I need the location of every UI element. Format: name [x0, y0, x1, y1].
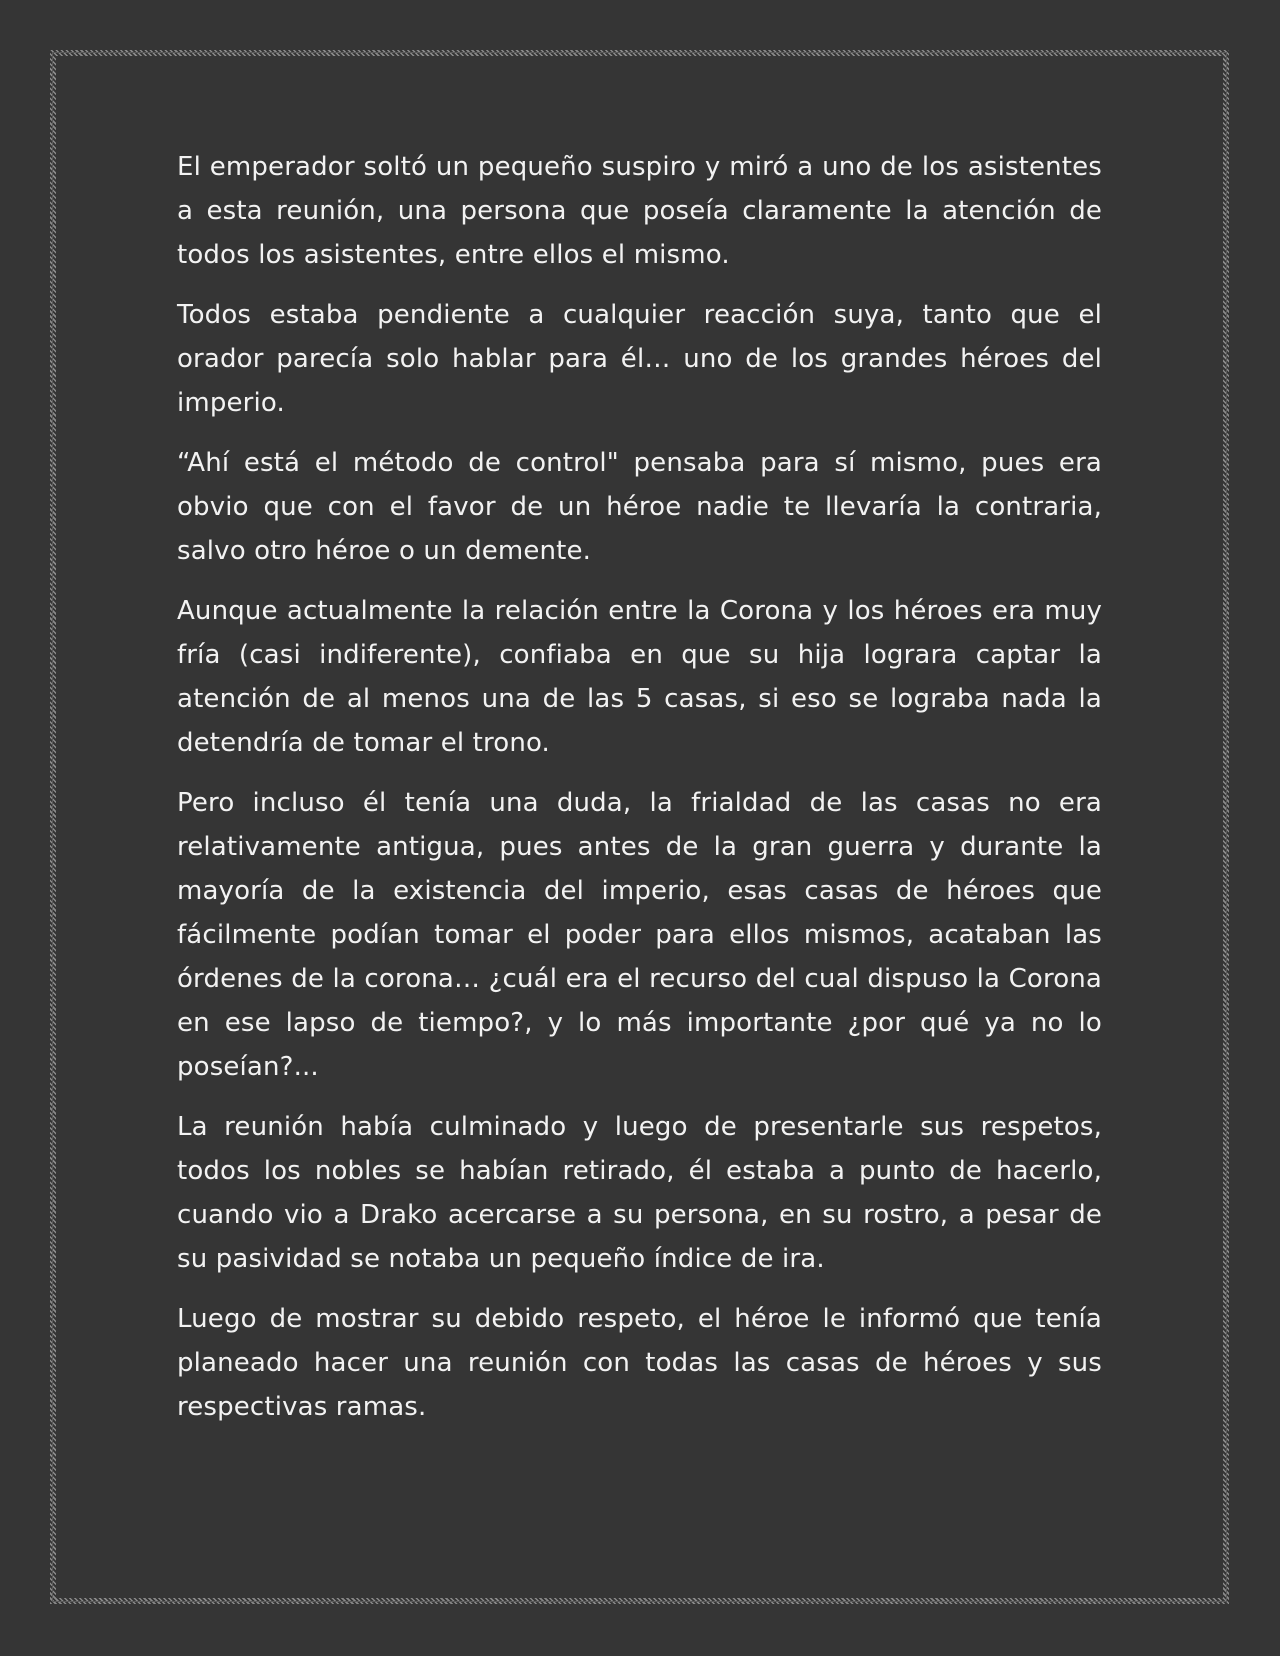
paragraph-5: Pero incluso él tenía una duda, la frialdad de las casas no era relativamente antigua, pues antes de la gran guerra y durante la mayoría de la existencia del imperio, esas casas de héroes que fácilmente podían tomar el poder para ellos mismos, acataban las órdenes de la corona… ¿cuál era el recurso del cual dispuso la Corona en ese lapso de tiempo?, y lo más importante ¿por qué ya no lo poseían?... — [177, 788, 1102, 1082]
paragraph-3: “Ahí está el método de control" pensaba para sí mismo, pues era obvio que con el favor de un héroe nadie te llevaría la contraria, salvo otro héroe o un demente. — [177, 448, 1102, 566]
paragraph-7: Luego de mostrar su debido respeto, el héroe le informó que tenía planeado hacer una reunión con todas las casas de héroes y sus respectivas ramas. — [177, 1304, 1102, 1422]
paragraph-6: La reunión había culminado y luego de presentarle sus respetos, todos los nobles se habían retirado, él estaba a punto de hacerlo, cuando vio a Drako acercarse a su persona, en su rostro, a pesar de su pasividad se notaba un pequeño índice de ira. — [177, 1112, 1102, 1274]
paragraph-1: El emperador soltó un pequeño suspiro y miró a uno de los asistentes a esta reunión, una persona que poseía claramente la atención de todos los asistentes, entre ellos el mismo. — [177, 152, 1102, 270]
story-text-body — [177, 145, 1102, 1445]
paragraph-2: Todos estaba pendiente a cualquier reacción suya, tanto que el orador parecía solo hablar para él… uno de los grandes héroes del imperio. — [177, 300, 1102, 418]
paragraph-4: Aunque actualmente la relación entre la Corona y los héroes era muy fría (casi indiferente), confiaba en que su hija lograra captar la atención de al menos una de las 5 casas, si eso se lograba nada la detendría de tomar el trono. — [177, 596, 1102, 758]
